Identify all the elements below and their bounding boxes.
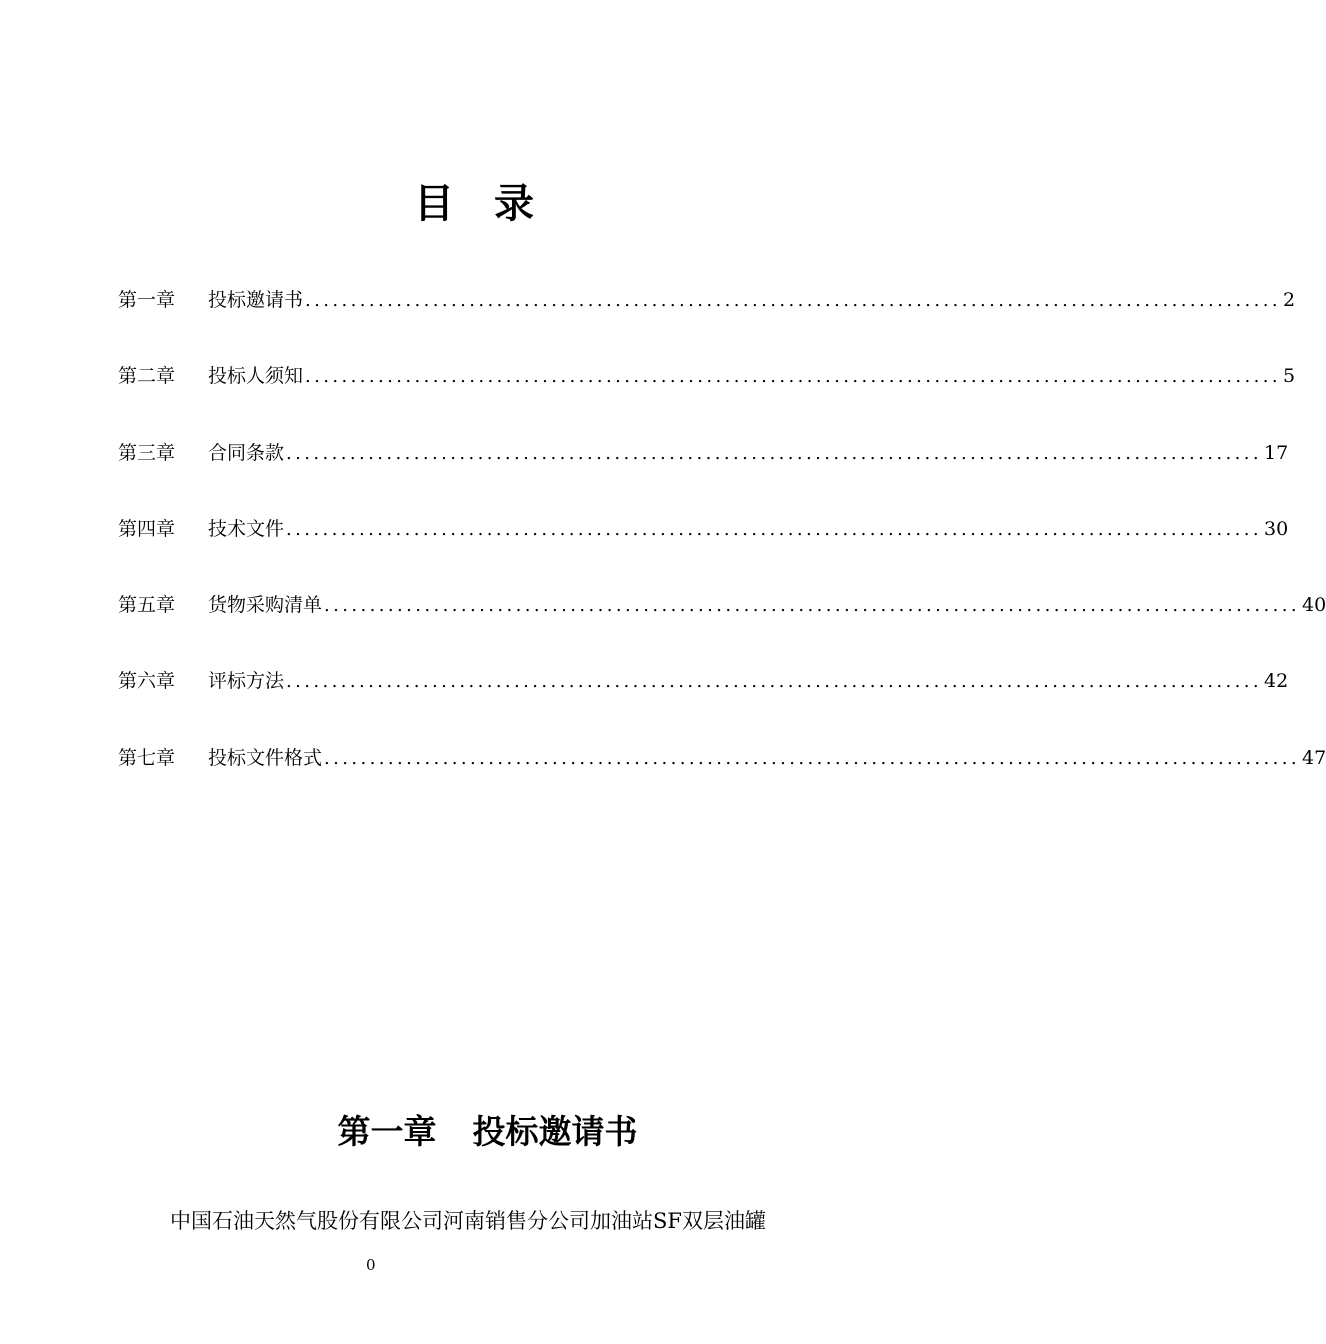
toc-dot-leader: ........................................................................................................... <box>286 671 1263 693</box>
toc-dot-leader: ........................................................................................................... <box>324 595 1301 617</box>
toc-entry-chapter: 第一章 <box>118 289 176 311</box>
toc-entry-page: 30 <box>1264 517 1289 540</box>
chapter-heading-title: 投标邀请书 <box>472 1112 638 1151</box>
toc-entry-page: 17 <box>1264 441 1289 464</box>
toc-entry-chapter: 第六章 <box>118 670 176 693</box>
toc-title-left: 目 <box>414 181 456 227</box>
toc-entry-page: 2 <box>1283 289 1296 311</box>
toc-dot-leader: ........................................................................................................... <box>286 518 1263 540</box>
toc-dot-leader: ........................................................................................................... <box>305 366 1282 388</box>
toc-entry-page: 40 <box>1302 594 1326 617</box>
page-number: 0 <box>366 1256 376 1274</box>
toc-entry-chapter: 第五章 <box>118 594 176 617</box>
chapter-heading-number: 第一章 <box>337 1112 437 1151</box>
toc-entry-6[interactable] <box>118 663 1289 739</box>
toc-title-right: 录 <box>494 181 536 227</box>
toc-entry-name: 评标方法 <box>208 670 285 693</box>
toc-entry-page: 5 <box>1283 365 1296 388</box>
toc-entry-name: 投标人须知 <box>208 365 304 388</box>
toc-title <box>0 176 950 232</box>
toc-entry-2[interactable] <box>118 358 1296 434</box>
toc-dot-leader: ........................................................................................................... <box>324 747 1301 769</box>
toc-entry-chapter: 第三章 <box>118 441 176 464</box>
toc-dot-leader: ........................................................................................................... <box>305 290 1282 311</box>
toc-entry-name: 投标邀请书 <box>208 289 304 311</box>
toc-entry-page: 47 <box>1302 746 1326 769</box>
toc-entry-4[interactable] <box>118 511 1289 587</box>
toc-entry-5[interactable] <box>118 587 1326 663</box>
toc-entry-3[interactable] <box>118 435 1289 511</box>
toc-entry-page: 42 <box>1264 670 1289 693</box>
toc-entry-chapter: 第四章 <box>118 517 176 540</box>
toc-entry-name: 合同条款 <box>208 441 285 464</box>
table-of-contents <box>118 282 1326 816</box>
body-text: 中国石油天然气股份有限公司河南销售分公司加油站SF双层油罐 <box>170 1209 766 1233</box>
toc-entry-7[interactable] <box>118 740 1326 816</box>
toc-entry-chapter: 第七章 <box>118 746 176 769</box>
toc-entry-name: 技术文件 <box>208 517 285 540</box>
toc-dot-leader: ........................................................................................................... <box>286 442 1263 464</box>
toc-entry-name: 投标文件格式 <box>208 746 323 769</box>
toc-entry-1[interactable] <box>118 282 1296 358</box>
toc-entry-chapter: 第二章 <box>118 365 176 388</box>
chapter-heading <box>0 1108 975 1156</box>
toc-entry-name: 货物采购清单 <box>208 594 323 617</box>
